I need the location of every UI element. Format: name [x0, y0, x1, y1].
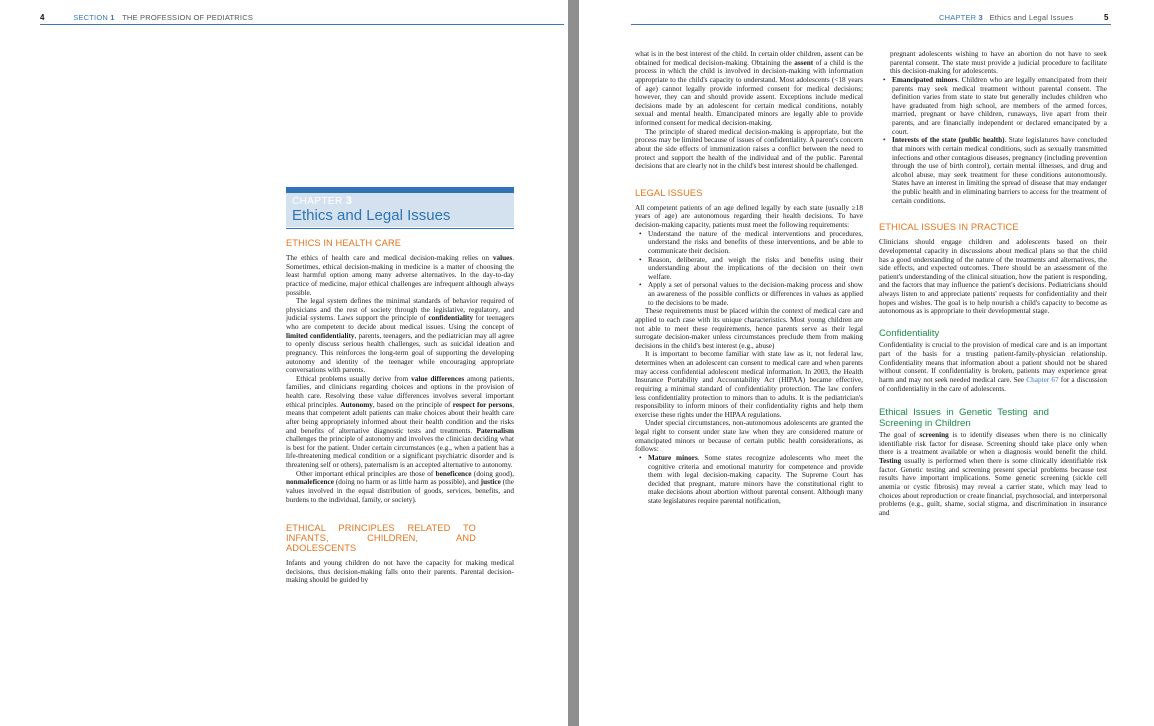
- left-page: [0, 0, 568, 726]
- chapter-67-link[interactable]: Chapter 67: [1026, 375, 1059, 384]
- paragraph: Ethical problems usually derive from value differences among patients, families, and clinicians regarding choices and options in the provision of health care. Resolving these value differences involves several important ethical principles. Autonomy, based on the principle of respect for persons, means that competent adult patients can make choices about their health care after being appropriately informed about their health condition and the risks and benefits of alternative diagnostic tests and treatments. Paternalism challenges the principle of autonomy and involves the clinician deciding what is best for the patient. Under certain circumstances (e.g., when a patient has a life-threatening medical condition or a significant psychiatric disorder and is threatening self or others), paternalism is an accepted alternative to autonomy.: [286, 374, 515, 469]
- left-text-column: [286, 238, 514, 585]
- heading-ethical-principles: ETHICAL PRINCIPLES RELATED TO INFANTS, CHILDREN, AND ADOLESCENTS: [286, 523, 476, 554]
- chapter-label: CHAPTER: [939, 13, 977, 22]
- paragraph: Other important ethical principles are those of beneficence (doing good), nonmaleficence (doing no harm or as little harm as possible), and justice (the values involved in the equal distribution of goods, services, benefits, and burdens to the individual, family, or society).: [286, 469, 514, 504]
- right-page: [579, 0, 1154, 726]
- chapter-rule: [286, 228, 514, 229]
- circumstances-list-continued: [879, 76, 1107, 205]
- paragraph: pregnant adolescents wishing to have an abortion do not have to seek parental consent. The state must provide a judicial procedure to facilitate this decision-making for adolescents.: [890, 50, 1107, 76]
- chapter-heading: [286, 187, 514, 229]
- list-item: • Mature minors. Some states recognize adolescents who meet the cognitive criteria and emotional maturity for competence and provide them with legal decision-making capacity. The Supreme Court has decided that pregnant, mature minors have the constitutional right to make decisions about abortion without parental consent. Although many state legislatures require parental notification,: [648, 454, 863, 506]
- chapter-label: CHAPTER 3: [292, 195, 353, 207]
- paragraph: It is important to become familiar with state law as it, not federal law, determines when an adolescent can consent to medical care and when parents may access confidential adolescent medical information. In 2003, the Health Insurance Portability and Accountability Act (HIPAA) became effective, requiring a minimal standard of confidentiality protection. The law confers less confidentiality protection to minors than to adults. It is the pediatrician's responsibility to inform minors of their confidentiality rights and help them exercise these rights under the HIPAA regulations.: [635, 350, 863, 419]
- right-header-rule: [631, 24, 1111, 25]
- circumstances-list: [635, 454, 863, 506]
- chapter-number: 3: [978, 13, 983, 22]
- chapter-box: [286, 193, 514, 227]
- list-item: • Emancipated minors. Children who are legally emancipated from their parents may seek medical treatment without parental consent. The definition varies from state to state but generally includes children who have graduated from high school, are members of the armed forces, married, pregnant or have children, runaways, live apart from their parents, and are financially independent or declared emancipated by a court.: [892, 76, 1107, 136]
- heading-ethical-issues-in-practice: ETHICAL ISSUES IN PRACTICE: [879, 222, 1019, 233]
- left-page-number: 4: [40, 13, 45, 22]
- chapter-title: Ethics and Legal Issues: [292, 207, 451, 224]
- chapter-number: 3: [345, 195, 353, 207]
- paragraph: Infants and young children do not have the capacity for making medical decisions, thus decision-making falls onto their parents. Parental decision-making should be guided by: [286, 559, 514, 585]
- heading-confidentiality: Confidentiality: [879, 327, 940, 339]
- heading-ethics-in-health-care: ETHICS IN HEALTH CARE: [286, 238, 402, 248]
- right-text-column-2: [879, 50, 1107, 517]
- paragraph: what is in the best interest of the child. In certain older children, assent can be obtained for medical decision-making. Obtaining the assent of a child is the process in which the child is involved in decision-making with information appropriate to the child's capacity to understand. Most adolescents (<18 years of age) cannot legally provide informed consent for medical decisions; however, they can and should provide assent. Exceptions include medical decisions made by an adolescent for certain medical conditions, notably sexual and mental health. Emancipated minors are legally able to provide informed consent for medical decision-making.: [635, 50, 863, 127]
- section-title: THE PROFESSION OF PEDIATRICS: [122, 13, 254, 22]
- list-item: • Reason, deliberate, and weigh the risks and benefits using their understanding about the implications of the decision on their own welfare.: [648, 256, 863, 282]
- section-number: 1: [110, 13, 115, 22]
- heading-legal-issues: LEGAL ISSUES: [635, 187, 703, 198]
- paragraph: The ethics of health care and medical decision-making relies on values. Sometimes, ethical decision-making in medicine is a matter of choosing the least harmful option among many adverse alternatives. In the day-to-day practice of medicine, major ethical challenges are infrequent although always possible.: [286, 254, 514, 297]
- requirements-list: [635, 230, 863, 308]
- paragraph: Under special circumstances, non-autonomous adolescents are granted the legal right to consent under state law when they are considered mature or emancipated minors or because of certain public health considerations, as follows:: [635, 419, 863, 454]
- paragraph: Clinicians should engage children and adolescents based on their developmental capacity in discussions about medical plans so that the child has a good understanding of the nature of the treatments and alternatives, the side effects, and expected outcomes. There should be an assessment of the patient's understanding of the clinical situation, how the patient is responding, and the factors that may influence the patient's decisions. Pediatricians should always listen to and appreciate patients' requests for confidentiality and their hopes and wishes. The goal is to help nourish a child's capacity to become as autonomous as is appropriate to their developmental stage.: [879, 238, 1107, 316]
- list-item: • Understand the nature of the medical interventions and procedures, understand the risks and benefits of these interventions, and be able to communicate their decision.: [648, 230, 863, 256]
- left-header-rule: [40, 24, 564, 25]
- paragraph: Confidentiality is crucial to the provision of medical care and is an important part of the basis for a trusting patient-family-physician relationship. Confidentiality means that information about a patient should not be shared without consent. If confidentiality is broken, patients may experience great harm and may not seek needed medical care. See Chapter 67 for a discussion of confidentiality in the care of adolescents.: [879, 341, 1108, 393]
- heading-genetic-testing: Ethical Issues in Genetic Testing and Screening in Children: [879, 407, 1049, 429]
- right-text-column-1: [635, 50, 863, 506]
- chapter-title: Ethics and Legal Issues: [989, 13, 1074, 22]
- paragraph: The principle of shared medical decision-making is appropriate, but the process may be limited because of issues of confidentiality. A parent's concern about the side effects of immunization raises a conflict between the need to protect and support the health of the individual and of the public. Parental decisions that are clearly not in the child's best interest should be challenged.: [635, 127, 863, 171]
- list-item: • Interests of the state (public health). State legislatures have concluded that minors with certain medical conditions, such as sexually transmitted infections and other contagious diseases, pregnancy (including prevention through the use of birth control), certain mental illnesses, and drug and alcohol abuse, may seek treatment for these conditions autonomously. States have an interest in limiting the spread of disease that may endanger the public health and in eliminating barriers to access for the treatment of certain conditions.: [892, 136, 1107, 205]
- paragraph: The legal system defines the minimal standards of behavior required of physicians and the rest of society through the legislative, regulatory, and judicial systems. Laws support the principle of confidentiality for teenagers who are competent to decide about medical issues. Using the concept of limited confidentiality, parents, teenagers, and the pediatrician may all agree to openly discuss serious health challenges, such as suicidal ideation and pregnancy. This reinforces the long-term goal of supporting the developing autonomy and identity of the teenager while encouraging appropriate conversations with parents.: [286, 297, 515, 375]
- right-page-number: 5: [1103, 13, 1109, 22]
- list-item: • Apply a set of personal values to the decision-making process and show an awareness of the possible conflicts or differences in values as applied to the decisions to be made.: [648, 281, 863, 307]
- paragraph: All competent patients of an age defined legally by each state (usually ≥18 years of age) are autonomous regarding their health decisions. To have decision-making capacity, patients must meet the following requirements:: [635, 203, 863, 229]
- paragraph: The goal of screening is to identify diseases when there is no clinically identifiable risk factor for disease. Screening should take place only when there is a treatment available or when a diagnosis would benefit the child. Testing usually is performed when there is some clinically identifiable risk factor. Genetic testing and screening present special problems because test results have important implications. Some genetic screening (sickle cell anemia or cystic fibrosis) may reveal a carrier state, which may lead to choices about reproduction or create financial, psychosocial, and interpersonal problems (e.g., guilt, shame, social stigma, and discrimination in insurance and: [879, 431, 1107, 517]
- paragraph: These requirements must be placed within the context of medical care and applied to each case with its unique characteristics. Most young children are not able to meet these requirements, hence parents serve as their legal surrogate decision-maker unless circumstances preclude them from making decisions in the child's best interest (e.g., abuse): [635, 307, 863, 350]
- section-label: SECTION: [73, 13, 108, 22]
